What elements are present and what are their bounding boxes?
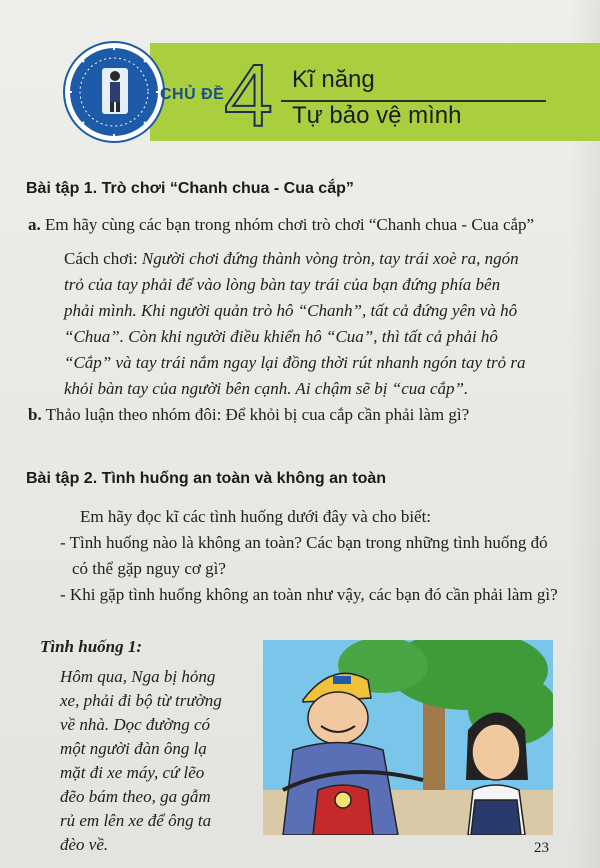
how-to-play-line-3: phải mình. Khi người quản trò hô “Chanh”, tất cả đứng yên và hô: [64, 301, 518, 320]
how-to-play-line-5: “Cắp” và tay trái nắm ngay lại đồng thời rút nhanh ngón tay trỏ ra: [64, 353, 526, 372]
item-b-text: Thảo luận theo nhóm đôi: Để khỏi bị cua cắp cần phải làm gì?: [45, 405, 470, 424]
how-to-play-text: Người chơi đứng thành vòng tròn, tay trái xoè ra, ngón: [141, 249, 519, 268]
situation1-line-8: đèo về.: [60, 835, 109, 854]
how-to-play-line-2: trỏ của tay phải để vào lòng bàn tay trái của bạn đứng phía bên: [64, 275, 501, 294]
exercise1-item-a: [28, 212, 534, 237]
topic-label: CHỦ ĐỀ: [160, 86, 225, 103]
page-number: 23: [534, 840, 549, 856]
topic-number: 4: [224, 46, 273, 145]
exercise1-item-b: [28, 402, 469, 427]
situation1-illustration: [263, 640, 553, 835]
exercise2-intro: Em hãy đọc kĩ các tình huống dưới đây và cho biết:: [80, 507, 432, 526]
situation1-line-4: một người đàn ông lạ: [60, 739, 207, 758]
topic-badge-icon: [62, 40, 166, 144]
situation1-line-7: rủ em lên xe để ông ta: [60, 811, 212, 830]
item-a-marker: a.: [28, 215, 41, 234]
topic-title-line1: Kĩ năng: [292, 66, 375, 93]
item-b-marker: b.: [28, 405, 42, 424]
exercise2-question1-line2: có thể gặp nguy cơ gì?: [72, 559, 226, 578]
exercise2-heading: Bài tập 2. Tình huống an toàn và không an toàn: [26, 470, 387, 487]
exercise1-heading: Bài tập 1. Trò chơi “Chanh chua - Cua cắp”: [26, 180, 354, 197]
situation1-line-3: về nhà. Dọc đường có: [60, 715, 211, 734]
situation1-title: Tình huống 1:: [40, 637, 143, 656]
topic-title-line2: Tự bảo vệ mình: [292, 102, 462, 129]
item-a-text: Em hãy cùng các bạn trong nhóm chơi trò chơi “Chanh chua - Cua cắp”: [45, 215, 535, 234]
how-to-play-line-6: khỏi bàn tay của người bên cạnh. Ai chậm sẽ bị “cua cắp”.: [64, 379, 469, 398]
how-to-play-label: Cách chơi:: [64, 249, 138, 268]
how-to-play-line-1: [64, 246, 519, 271]
situation1-line-5: mặt đi xe máy, cứ lẽo: [60, 763, 205, 782]
situation1-line-2: xe, phải đi bộ từ trường: [60, 691, 222, 710]
exercise2-question2: - Khi gặp tình huống không an toàn như vậy, các bạn đó cần phải làm gì?: [60, 585, 558, 604]
situation1-line-6: đẽo bám theo, ga gẫm: [60, 787, 211, 806]
how-to-play-line-4: “Chua”. Còn khi người điều khiển hô “Cua”, thì tất cả phải hô: [64, 327, 498, 346]
situation1-line-1: Hôm qua, Nga bị hỏng: [60, 667, 216, 686]
exercise2-question1-line1: - Tình huống nào là không an toàn? Các bạn trong những tình huống đó: [60, 533, 548, 552]
